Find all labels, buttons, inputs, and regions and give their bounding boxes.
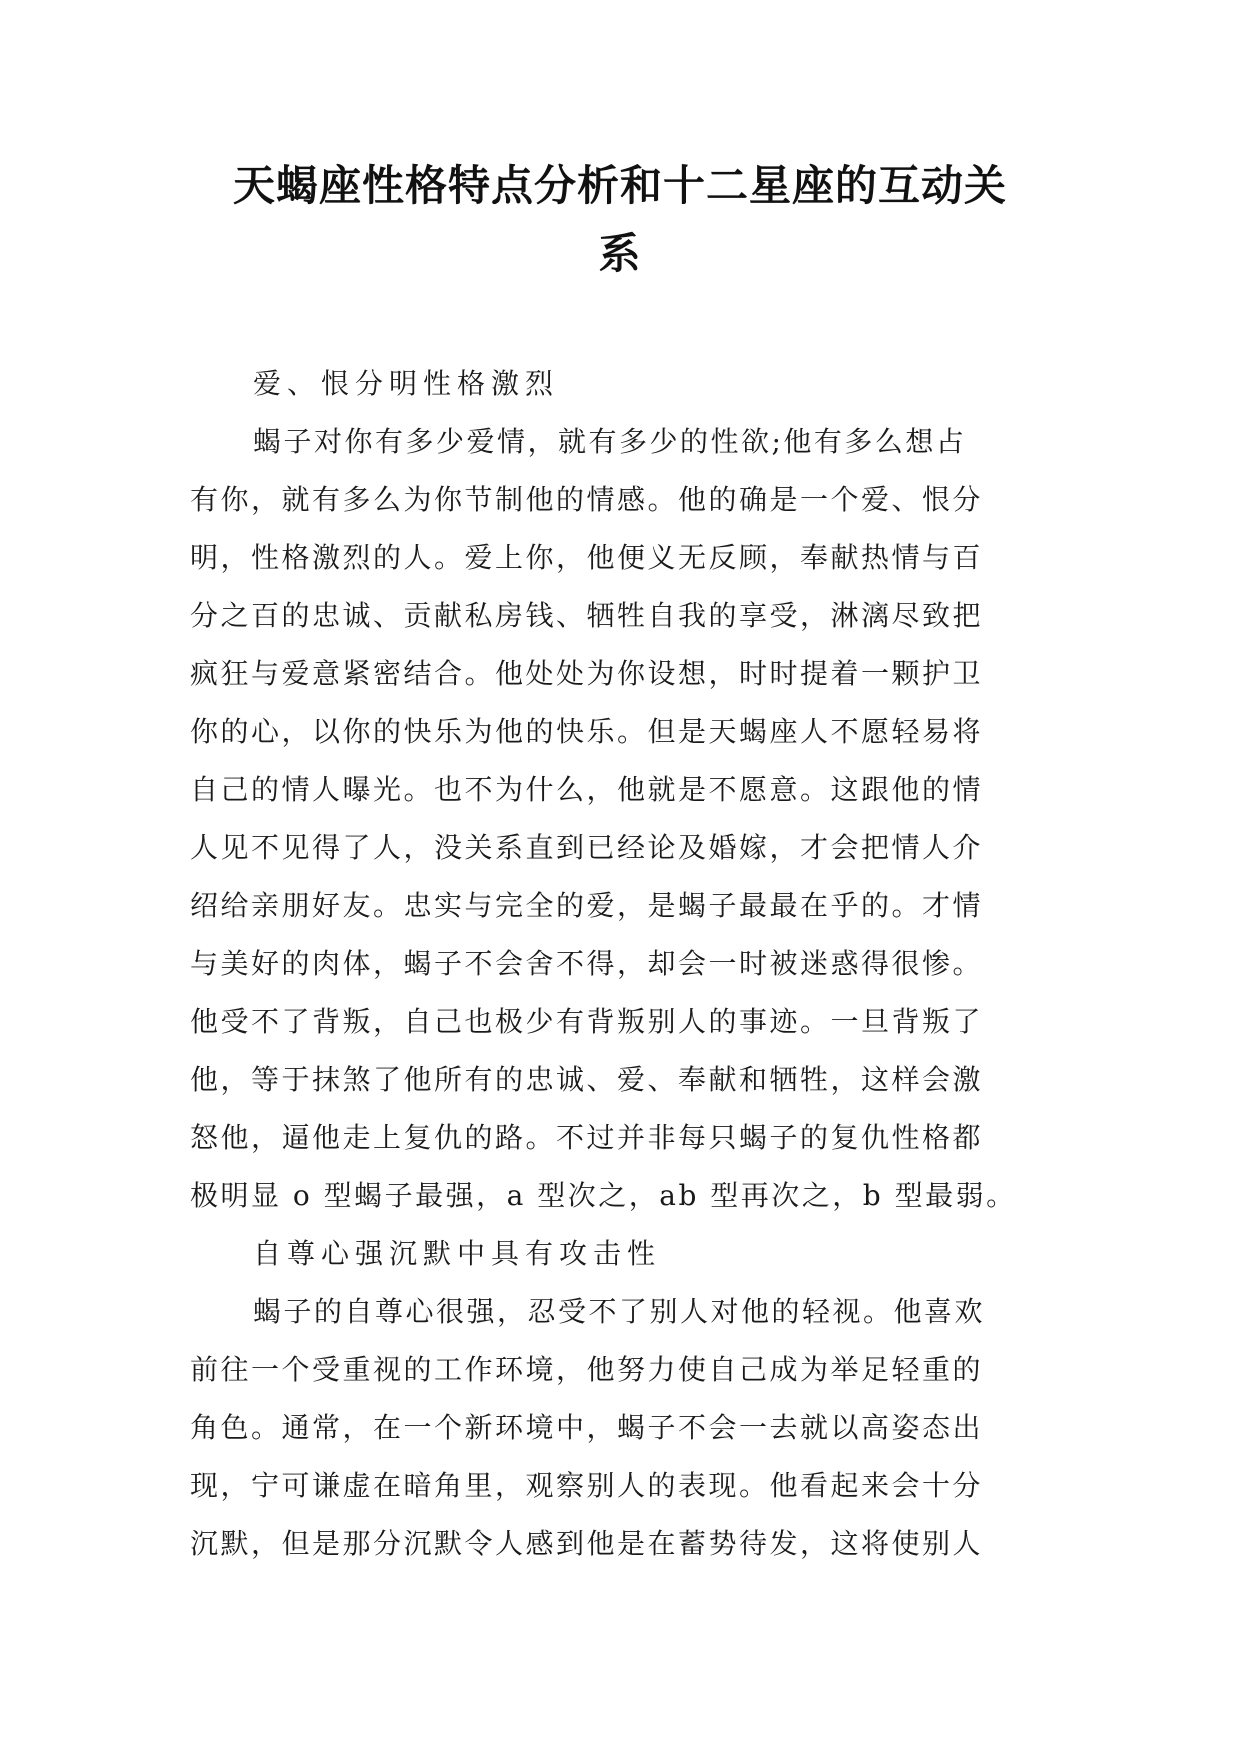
text-line: 绍给亲朋好友。忠实与完全的爱，是蝎子最最在乎的。才情 (190, 889, 984, 922)
text-line: 前往一个受重视的工作环境，他努力使自己成为举足轻重的 (190, 1353, 984, 1386)
text-line: 蝎子对你有多少爱情，就有多少的性欲;他有多么想占 (253, 425, 967, 458)
text-line: 现，宁可谦虚在暗角里，观察别人的表现。他看起来会十分 (190, 1469, 984, 1502)
title-line: 天蝎座性格特点分析和十二星座的互动关 (232, 161, 1007, 210)
text-line: 自己的情人曝光。也不为什么，他就是不愿意。这跟他的情 (190, 773, 984, 806)
text-line: 角色。通常，在一个新环境中，蝎子不会一去就以高姿态出 (190, 1411, 984, 1444)
document-body (190, 355, 1070, 1573)
text-line: 分之百的忠诚、贡献私房钱、牺牲自我的享受，淋漓尽致把 (190, 599, 984, 632)
text-line: 疯狂与爱意紧密结合。他处处为你设想，时时提着一颗护卫 (190, 657, 984, 690)
section-heading-love-hate: 爱、恨分明性格激烈 (253, 367, 560, 400)
text-line: 你的心，以你的快乐为他的快乐。但是天蝎座人不愿轻易将 (190, 715, 984, 748)
document-title (150, 152, 1090, 288)
text-line: 他，等于抹煞了他所有的忠诚、爱、奉献和牺牲，这样会激 (190, 1063, 984, 1096)
text-line: 人见不见得了人，没关系直到已经论及婚嫁，才会把情人介 (190, 831, 984, 864)
text-line: 明，性格激烈的人。爱上你，他便义无反顾，奉献热情与百 (190, 541, 984, 574)
text-line: 有你，就有多么为你节制他的情感。他的确是一个爱、恨分 (190, 483, 984, 516)
text-line: 怒他，逼他走上复仇的路。不过并非每只蝎子的复仇性格都 (190, 1121, 984, 1154)
text-line: 沉默，但是那分沉默令人感到他是在蓄势待发，这将使别人 (190, 1527, 984, 1560)
section-heading-self-esteem: 自尊心强沉默中具有攻击性 (253, 1237, 662, 1270)
title-line: 系 (598, 229, 642, 278)
text-line: 极明显 o 型蝎子最强，a 型次之，ab 型再次之，b 型最弱。 (190, 1179, 1017, 1212)
text-line: 与美好的肉体，蝎子不会舍不得，却会一时被迷惑得很惨。 (190, 947, 984, 980)
text-line: 他受不了背叛，自己也极少有背叛别人的事迹。一旦背叛了 (190, 1005, 984, 1038)
text-line: 蝎子的自尊心很强，忍受不了别人对他的轻视。他喜欢 (253, 1295, 986, 1328)
